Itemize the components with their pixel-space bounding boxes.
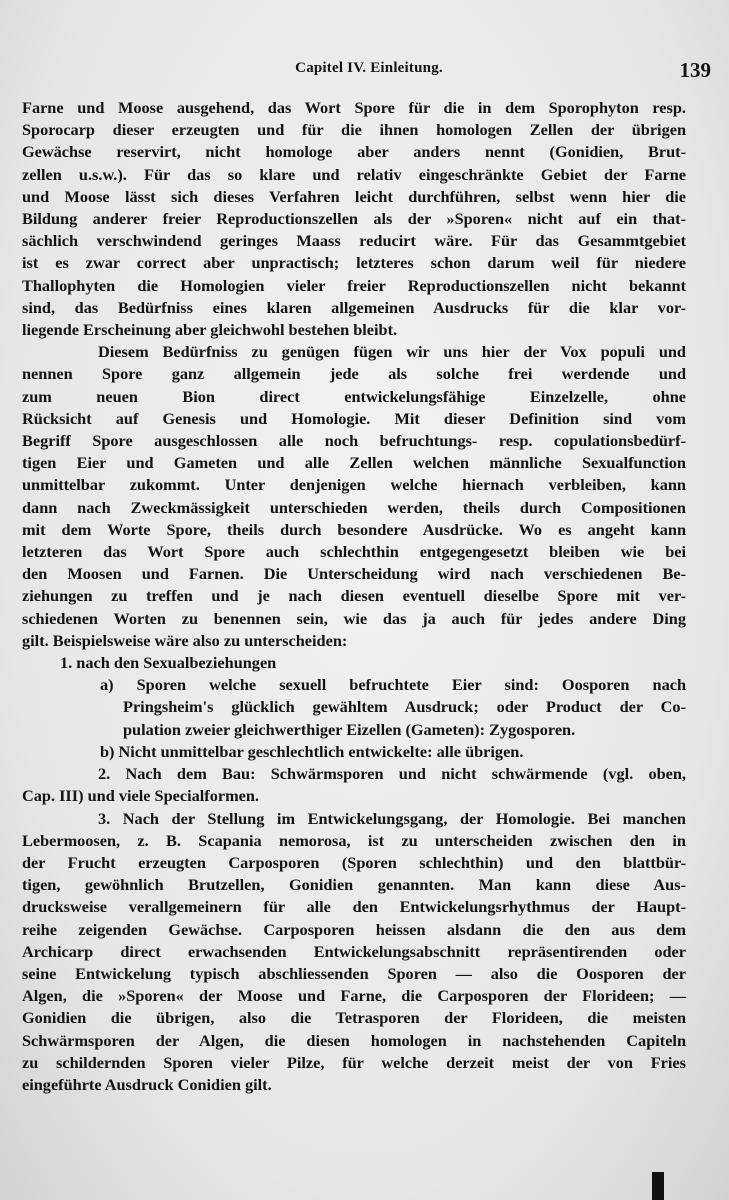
text-line: der Frucht erzeugten Carposporen (Sporen schlechthin) und den blattbür- — [22, 852, 686, 872]
text-line: ziehungen zu treffen und je nach diesen eventuell dieselbe Spore mit ver- — [22, 586, 686, 606]
text-line: zellen u.s.w.). Für das so klare und relativ eingeschränkte Gebiet der Farne — [22, 164, 686, 184]
text-line: ist es zwar correct aber unpractisch; letzteres schon darum weil für niedere — [22, 253, 686, 273]
paragraph — [22, 341, 686, 652]
text-line: den Moosen und Farnen. Die Unterscheidung wird nach verschiedenen Be- — [22, 564, 686, 584]
text-line: Sporocarp dieser erzeugten und für die ihnen homologen Zellen der übrigen — [22, 120, 686, 140]
text-line: Bildung anderer freier Reproductionszellen als der »Sporen« nicht auf ein that- — [22, 209, 686, 229]
text-line: reihe zeigenden Gewächse. Carposporen heissen alsdann die den aus dem — [22, 919, 686, 939]
list-item — [22, 741, 686, 763]
text-line: Algen, die »Sporen« der Moose und Farne, die Carposporen der Florideen; — — [22, 986, 686, 1006]
text-line: Cap. III) und viele Specialformen. — [22, 786, 259, 806]
text-line: Pringsheim's glücklich gewähltem Ausdruck; oder Product der Co- — [123, 697, 686, 717]
text-line: mit dem Worte Spore, theils durch besondere Ausdrücke. Wo es angeht kann — [22, 519, 686, 539]
text-line: Gonidien die übrigen, also die Tetrasporen der Florideen, die meisten — [22, 1008, 686, 1028]
text-line: drucksweise verallgemeinern für alle den Entwickelungsrhythmus der Haupt- — [22, 897, 686, 917]
text-line: tigen, gewöhnlich Brutzellen, Gonidien genannten. Man kann diese Aus- — [22, 875, 686, 895]
text-line: seine Entwickelung typisch abschliessenden Sporen — also die Oosporen der — [22, 963, 686, 983]
text-line: zum neuen Bion direct entwickelungsfähige Einzelzelle, ohne — [22, 386, 686, 406]
text-line: Schwärmsporen der Algen, die diesen homologen in nachstehenden Capiteln — [22, 1030, 686, 1050]
body-text — [22, 97, 686, 1096]
text-line: zu schildernden Sporen vieler Pilze, für welche derzeit meist der von Fries — [22, 1052, 686, 1072]
page-number: 139 — [679, 58, 711, 82]
text-line: liegende Erscheinung aber gleichwohl bestehen bleibt. — [22, 320, 398, 340]
text-line: nennen Spore ganz allgemein jede als solche frei werdende und — [22, 364, 686, 384]
text-line: unmittelbar zukommt. Unter denjenigen welche hiernach verbleiben, kann — [22, 475, 686, 495]
text-line: tigen Eier und Gameten und alle Zellen welchen männliche Sexualfunction — [22, 453, 686, 473]
text-line: Gewächse reservirt, nicht homologe aber anders nennt (Gonidien, Brut- — [22, 142, 686, 162]
text-line: sächlich verschwindend geringes Maass reducirt wäre. Für das Gesammtgebiet — [22, 231, 686, 251]
chapter-title: Capitel IV. Einleitung. — [295, 60, 443, 76]
text-line: und Moose lässt sich dieses Verfahren leicht durchführen, selbst wenn hier die — [22, 186, 686, 206]
text-line: Rücksicht auf Genesis und Homologie. Mit dieser Definition sind vom — [22, 408, 686, 428]
text-line: gilt. Beispielsweise wäre also zu unterscheiden: — [22, 630, 348, 650]
text-line: Farne und Moose ausgehend, das Wort Spore für die in dem Sporophyton resp. — [22, 98, 686, 117]
text-line: sind, das Bedürfniss eines klaren allgemeinen Ausdrucks für die klar vor- — [22, 297, 686, 317]
paragraph — [22, 763, 686, 807]
text-line: Archicarp direct erwachsenden Entwickelungsabschnitt repräsentirenden oder — [22, 941, 686, 961]
text-line: Thallophyten die Homologien vieler freier Reproductionszellen nicht bekannt — [22, 275, 686, 295]
text-line: 3. Nach der Stellung im Entwickelungsgang, der Homologie. Bei manchen — [98, 808, 686, 828]
text-line: eingeführte Ausdruck Conidien gilt. — [22, 1074, 272, 1094]
text-line: b) Nicht unmittelbar geschlechtlich entwickelte: alle übrigen. — [100, 741, 524, 761]
text-line: a) Sporen welche sexuell befruchtete Eier sind: Oosporen nach — [100, 675, 686, 695]
list-item — [22, 652, 686, 674]
text-line: 1. nach den Sexualbeziehungen — [60, 653, 277, 673]
list-item — [22, 674, 686, 741]
text-line: Lebermoosen, z. B. Scapania nemorosa, ist zu unterscheiden zwischen den in — [22, 830, 686, 850]
paragraph — [22, 97, 686, 341]
text-line: Begriff Spore ausgeschlossen alle noch befruchtungs- resp. copulationsbedürf- — [22, 431, 686, 451]
text-line: 2. Nach dem Bau: Schwärmsporen und nicht schwärmende (vgl. oben, — [98, 764, 686, 784]
text-line: schiedenen Worten zu benennen sein, wie das ja auch für jedes andere Ding — [22, 608, 686, 628]
text-line: dann nach Zweckmässigkeit unterschieden werden, theils durch Compositionen — [22, 497, 686, 517]
scan-edge-mark — [652, 1172, 664, 1200]
paragraph — [22, 808, 686, 1097]
text-line: Diesem Bedürfniss zu genügen fügen wir uns hier der Vox populi und — [98, 342, 686, 362]
running-header — [24, 60, 714, 86]
text-line: pulation zweier gleichwerthiger Eizellen (Gameten): Zygosporen. — [123, 719, 576, 739]
text-line: letzteren das Wort Spore auch schlechthin entgegengesetzt bleiben wie bei — [22, 542, 686, 562]
